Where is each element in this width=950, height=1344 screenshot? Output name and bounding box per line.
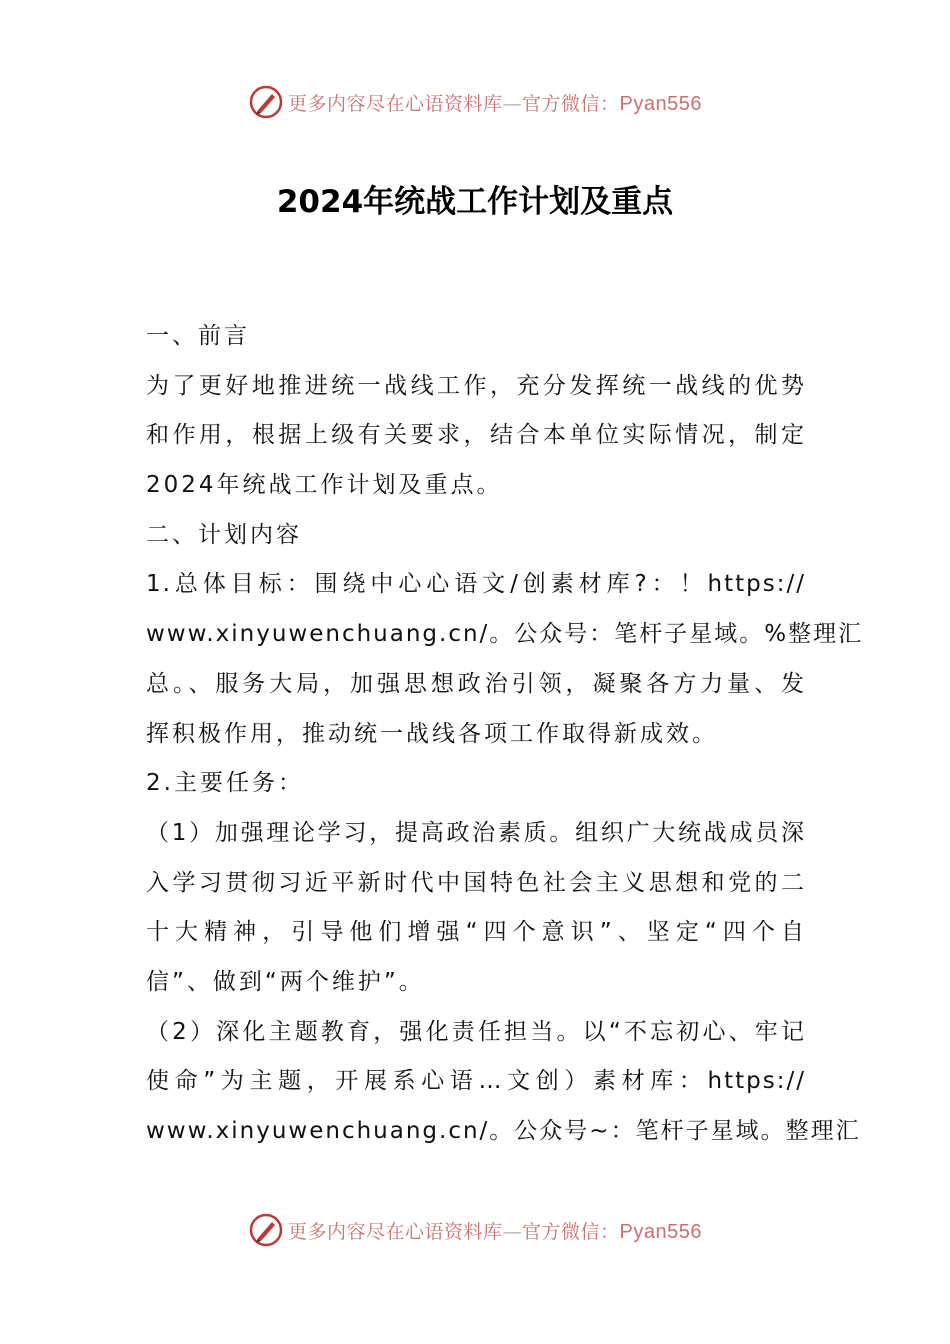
banner-text [288,89,702,116]
pen-logo-icon [248,84,284,120]
banner-wechat-label: 官方微信： [522,92,620,115]
text-line: 总。、服务大局，加强思想政治引领，凝聚各方力量、发 [146,670,806,697]
banner-wechat-id: Pyan556 [619,92,702,115]
text-line: 2024年统战工作计划及重点。 [146,472,503,499]
text-line: 和作用，根据上级有关要求，结合本单位实际情况，制定 [146,422,806,449]
document-body [146,312,864,1157]
banner-slogan: 更多内容尽在心语资料库 [288,92,503,115]
text-line: 一、前言 [146,323,250,349]
banner-text [288,1217,702,1244]
text-line: 二、计划内容 [146,521,302,548]
text-line: 十大精神，引导他们增强“四个意识”、坚定“四个自 [146,919,806,946]
text-line: 2.主要任务： [146,770,304,797]
document-title: 2024年统战工作计划及重点 [276,184,674,220]
text-line: 挥积极作用，推动统一战线各项工作取得新成效。 [146,720,718,747]
text-line: （2）深化主题教育，强化责任担当。以“不忘初心、牢记 [146,1018,806,1045]
banner-wechat-id: Pyan556 [619,1220,702,1243]
text-line: www.xinyuwenchuang.cn/。公众号：笔杆子星域。%整理汇 [146,621,864,648]
banner-separator: — [502,92,523,115]
pen-logo-icon [248,1212,284,1248]
header-banner [0,82,950,122]
banner-separator: — [502,1220,523,1243]
text-line: （1）加强理论学习，提高政治素质。组织广大统战成员深 [146,819,806,846]
text-line: 1.总体目标：围绕中心心语文/创素材库?：！https:// [146,571,806,598]
banner-slogan: 更多内容尽在心语资料库 [288,1220,503,1243]
text-line: 为了更好地推进统一战线工作，充分发挥统一战线的优势 [146,372,806,399]
text-line: 信”、做到“两个维护”。 [146,968,425,995]
text-line: 使命”为主题，开展系心语…文创）素材库：https:// [146,1068,806,1095]
text-line: 入学习贯彻习近平新时代中国特色社会主义思想和党的二 [146,869,806,896]
banner-wechat-label: 官方微信： [522,1220,620,1243]
footer-banner [0,1210,950,1250]
text-line: www.xinyuwenchuang.cn/。公众号~：笔杆子星域。整理汇 [146,1118,861,1144]
